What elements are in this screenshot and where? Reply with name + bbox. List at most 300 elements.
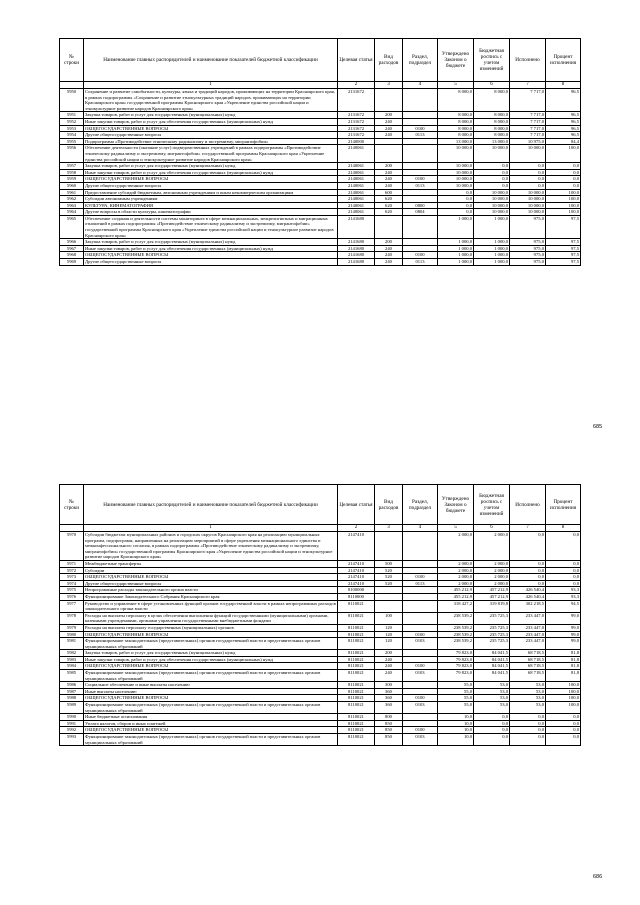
row-name: Обеспечение деятельности (оказание услуг) подведомственных учреждений в рамках подпрограммы «Противодействие этническому радикализму и экстремизму, мигрантофобии» государственной программы Красноярского края «Укрепление единства российской нации и этнокультурное развитие народов Красноярского края» xyxy=(84,145,338,163)
row-target: 2141680 xyxy=(338,252,375,259)
row-percent: 99,0 xyxy=(546,631,581,638)
row-target: 8110021 xyxy=(338,663,375,670)
row-list: 53,0 xyxy=(474,682,510,689)
row-type: 120 xyxy=(375,638,403,650)
row-section: 0100 xyxy=(403,727,438,734)
row-target: 8110021 xyxy=(338,682,375,689)
row-list: 10 000,0 xyxy=(474,189,510,196)
row-approved: 10 000,0 xyxy=(438,169,474,176)
row-number: 5962 xyxy=(60,196,84,203)
row-percent: 0,0 xyxy=(546,720,581,727)
row-section xyxy=(403,89,438,112)
row-number: 5953 xyxy=(60,125,84,132)
row-section: 0103 xyxy=(403,638,438,650)
row-section: 0804 xyxy=(403,209,438,216)
row-type: 520 xyxy=(375,580,403,587)
table-row xyxy=(60,215,581,238)
row-approved: 10,0 xyxy=(438,734,474,746)
row-executed: 0,0 xyxy=(510,560,546,567)
row-section: 0100 xyxy=(403,176,438,183)
row-name: Функционирование законодательных (представительных) органов государственной власти и представительных органов муниципальных образований xyxy=(84,638,338,650)
row-list: 235 725,3 xyxy=(474,631,510,638)
row-approved: 238 539,2 xyxy=(438,624,474,631)
row-list: 84 041,5 xyxy=(474,656,510,663)
colnum: 7 xyxy=(510,82,546,89)
row-percent: 0,0 xyxy=(546,182,581,189)
row-executed: 7 717,0 xyxy=(510,118,546,125)
col-executed-header: Исполнено xyxy=(510,39,546,82)
row-number: 5958 xyxy=(60,169,84,176)
row-name: Функционирование Законодательного Собрания Красноярского края xyxy=(84,593,338,600)
colnum: 2 xyxy=(338,82,375,89)
row-section xyxy=(403,196,438,203)
table-row xyxy=(60,176,581,183)
row-list: 1 000,0 xyxy=(474,239,510,246)
row-section: 0100 xyxy=(403,631,438,638)
row-executed: 7 717,0 xyxy=(510,125,546,132)
row-executed: 10 000,0 xyxy=(510,145,546,163)
row-approved: 79 823,0 xyxy=(438,656,474,663)
row-target: 8110021 xyxy=(338,631,375,638)
row-executed: 0,0 xyxy=(510,714,546,721)
column-numbers xyxy=(60,525,581,532)
col-num-header: № строки xyxy=(60,485,84,525)
table-row xyxy=(60,252,581,259)
row-approved: 2 000,0 xyxy=(438,580,474,587)
row-percent: 0,0 xyxy=(546,580,581,587)
row-section: 0113 xyxy=(403,182,438,189)
row-number: 5989 xyxy=(60,702,84,714)
row-section xyxy=(403,600,438,612)
row-section xyxy=(403,587,438,594)
row-executed: 10 975,0 xyxy=(510,138,546,145)
row-percent: 81,8 xyxy=(546,663,581,670)
row-number: 5968 xyxy=(60,252,84,259)
row-name: Обеспечение создания и деятельности системы мониторинга в сфере межнациональных, межрелигиозных и миграционных отношений в рамках подпрограммы «Противодействие этническому радикализму и экстремизму, мигрантофобии» государственной программы Красноярского края «Укрепление единства российской нации и этнокультурное развитие народов Красноярского края» xyxy=(84,215,338,238)
row-list: 319 819,8 xyxy=(474,600,510,612)
row-approved: 10,0 xyxy=(438,720,474,727)
row-list: 10 000,0 xyxy=(474,202,510,209)
row-percent: 97,5 xyxy=(546,252,581,259)
row-name: Руководство и управление в сфере установленных функций органов государственной власти в рамках непрограммных расходов законодательного органа власти xyxy=(85,600,336,612)
row-approved: 455 212,9 xyxy=(438,587,474,594)
row-type: 240 xyxy=(375,118,403,125)
row-approved: 0,0 xyxy=(438,202,474,209)
row-section: 0113 xyxy=(403,259,438,266)
row-name: Функционирование законодательных (представительных) органов государственной власти и представительных органов муниципальных образований xyxy=(84,670,338,682)
row-percent: 96,5 xyxy=(546,118,581,125)
row-target: 8110021 xyxy=(338,720,375,727)
row-number: 5977 xyxy=(60,600,84,612)
page-number: 686 xyxy=(593,874,603,880)
row-executed: 0,0 xyxy=(510,532,546,561)
row-executed: 302 218,5 xyxy=(510,600,546,612)
table-row xyxy=(60,624,581,631)
row-target: 2131672 xyxy=(338,132,375,139)
row-type: 200 xyxy=(375,239,403,246)
row-section xyxy=(403,714,438,721)
row-target: 2131672 xyxy=(338,118,375,125)
row-executed: 233 447,0 xyxy=(510,612,546,624)
row-section: 0103 xyxy=(403,670,438,682)
row-percent: 81,8 xyxy=(546,670,581,682)
row-executed: 68 718,5 xyxy=(510,656,546,663)
row-target: 2141680 xyxy=(338,245,375,252)
col-num-header: № строки xyxy=(60,39,84,82)
row-percent: 99,0 xyxy=(546,638,581,650)
row-executed: 0,0 xyxy=(510,580,546,587)
table-row xyxy=(60,580,581,587)
row-number: 5965 xyxy=(60,215,84,238)
row-approved: 55,0 xyxy=(438,682,474,689)
row-number: 5978 xyxy=(60,612,84,624)
row-target: 2147410 xyxy=(338,574,375,581)
row-name: Предоставление субсидий бюджетным, автономным учреждениям и иным некоммерческим организациям xyxy=(84,189,338,196)
table-row xyxy=(60,650,581,657)
table-row xyxy=(60,720,581,727)
table-header xyxy=(60,485,581,525)
row-target: 2141680 xyxy=(338,239,375,246)
table-row xyxy=(60,169,581,176)
row-executed: 10 000,0 xyxy=(510,202,546,209)
row-approved: 10 000,0 xyxy=(438,176,474,183)
row-number: 5976 xyxy=(60,593,84,600)
row-name: Иные бюджетные ассигнования xyxy=(84,714,338,721)
row-executed: 0,0 xyxy=(510,567,546,574)
row-type: 240 xyxy=(375,125,403,132)
row-list: 457 212,9 xyxy=(474,593,510,600)
row-target: 8110021 xyxy=(338,734,375,746)
row-section: 0103 xyxy=(403,702,438,714)
row-executed: 53,0 xyxy=(510,688,546,695)
row-number: 5992 xyxy=(60,727,84,734)
row-section xyxy=(403,720,438,727)
table-row xyxy=(60,163,581,170)
row-list: 1 000,0 xyxy=(474,245,510,252)
row-approved: 1 000,0 xyxy=(438,245,474,252)
row-section: 0113 xyxy=(403,132,438,139)
row-approved: 1 000,0 xyxy=(438,215,474,238)
row-approved: 238 539,2 xyxy=(438,631,474,638)
row-approved: 2 000,0 xyxy=(438,574,474,581)
row-name: Функционирование законодательных (представительных) органов государственной власти и представительных органов муниципальных образований xyxy=(84,702,338,714)
row-percent: 99,0 xyxy=(546,612,581,624)
row-list: 2 000,0 xyxy=(474,567,510,574)
row-executed: 68 718,5 xyxy=(510,670,546,682)
row-name: Расходы на выплаты персоналу в целях обеспечения выполнения функций государственными (муниципальными) органами, казенными учреждениями, органами управления государственными внебюджетными фондами xyxy=(84,612,338,624)
col-executed-header: Исполнено xyxy=(510,485,546,525)
row-target: 2147410 xyxy=(338,560,375,567)
table-row xyxy=(60,196,581,203)
row-percent: 100,0 xyxy=(546,688,581,695)
row-section: 0100 xyxy=(403,252,438,259)
row-list: 2 000,0 xyxy=(474,532,510,561)
row-percent: 100,0 xyxy=(546,189,581,196)
table-row xyxy=(60,574,581,581)
row-executed: 233 447,0 xyxy=(510,631,546,638)
table-row xyxy=(60,702,581,714)
row-target: 2147410 xyxy=(338,567,375,574)
row-executed: 0,0 xyxy=(510,176,546,183)
row-name: Закупка товаров, работ и услуг для государственных (муниципальных) нужд xyxy=(84,163,338,170)
colnum: 3 xyxy=(375,82,403,89)
table-row xyxy=(60,714,581,721)
row-approved: 79 823,0 xyxy=(438,663,474,670)
row-number: 5975 xyxy=(60,587,84,594)
row-target: 2147410 xyxy=(338,532,375,561)
row-list: 8 000,0 xyxy=(474,89,510,112)
row-type: 850 xyxy=(375,734,403,746)
row-list: 13 000,0 xyxy=(474,138,510,145)
row-executed: 0,0 xyxy=(510,734,546,746)
table-row xyxy=(60,189,581,196)
row-section xyxy=(403,163,438,170)
row-type: 850 xyxy=(375,727,403,734)
table-row xyxy=(60,245,581,252)
table-row xyxy=(60,89,581,112)
row-number: 5964 xyxy=(60,209,84,216)
row-type: 200 xyxy=(375,112,403,119)
row-list: 0,0 xyxy=(474,176,510,183)
row-executed: 0,0 xyxy=(510,574,546,581)
page-686 xyxy=(0,452,640,905)
row-executed: 10 000,0 xyxy=(510,189,546,196)
row-list: 53,0 xyxy=(474,688,510,695)
row-percent: 96,5 xyxy=(546,112,581,119)
row-list: 235 725,3 xyxy=(474,624,510,631)
row-target: 8110021 xyxy=(338,612,375,624)
row-percent: 100,0 xyxy=(546,702,581,714)
row-approved: 2 000,0 xyxy=(438,560,474,567)
row-target: 2141680 xyxy=(338,215,375,238)
row-number: 5954 xyxy=(60,132,84,139)
row-number: 5988 xyxy=(60,695,84,702)
row-executed: 975,0 xyxy=(510,259,546,266)
table-row xyxy=(60,138,581,145)
row-list: 2 000,0 xyxy=(474,560,510,567)
row-type: 240 xyxy=(375,656,403,663)
table-row xyxy=(60,612,581,624)
row-target: 8110021 xyxy=(338,656,375,663)
row-list: 2 000,0 xyxy=(474,580,510,587)
row-type: 500 xyxy=(375,560,403,567)
table-row xyxy=(60,670,581,682)
row-list: 0,0 xyxy=(474,169,510,176)
row-target: 8110021 xyxy=(338,638,375,650)
row-percent: 97,5 xyxy=(546,239,581,246)
row-list: 84 041,5 xyxy=(474,650,510,657)
row-approved: 8 000,0 xyxy=(438,89,474,112)
row-percent: 0,0 xyxy=(546,169,581,176)
row-percent: 100,0 xyxy=(546,145,581,163)
col-name-header: Наименование главных распорядителей и наименование показателей бюджетной классификации xyxy=(84,485,338,525)
row-name: ОБЩЕГОСУДАРСТВЕННЫЕ ВОПРОСЫ xyxy=(84,176,338,183)
row-type xyxy=(375,89,403,112)
row-executed: 233 447,0 xyxy=(510,638,546,650)
row-name: Непрограммные расходы законодательного органа власти xyxy=(84,587,338,594)
row-executed: 68 718,5 xyxy=(510,663,546,670)
row-list: 8 000,0 xyxy=(474,118,510,125)
row-name: Другие общегосударственные вопросы xyxy=(84,182,338,189)
row-section xyxy=(403,624,438,631)
row-section xyxy=(403,612,438,624)
column-numbers xyxy=(60,82,581,89)
row-number: 5959 xyxy=(60,176,84,183)
table-row xyxy=(60,734,581,746)
row-section xyxy=(403,650,438,657)
row-target: 2140061 xyxy=(338,145,375,163)
row-target: 2140061 xyxy=(338,163,375,170)
col-name-header: Наименование главных распорядителей и наименование показателей бюджетной классификации xyxy=(84,39,338,82)
row-name: Сохранение и развитие самобытности, культуры, языка и традиций народов, проживающих на территории Красноярского края, в рамках подпрограммы «Сохранение и развитие этнокультурных традиций народов, проживающих на территории Красноярского края» государственной программы Красноярского края «Укрепление единства российской нации и этнокультурное развитие народов Красноярского края» xyxy=(84,89,338,112)
row-executed: 10 000,0 xyxy=(510,196,546,203)
row-executed: 426 540,4 xyxy=(510,587,546,594)
row-approved: 238 539,2 xyxy=(438,612,474,624)
row-number: 5974 xyxy=(60,580,84,587)
row-type: 240 xyxy=(375,132,403,139)
row-type: 600 xyxy=(375,189,403,196)
row-type: 240 xyxy=(375,176,403,183)
row-name: Иные выплаты населению xyxy=(84,688,338,695)
row-number: 5984 xyxy=(60,663,84,670)
row-target: 2140061 xyxy=(338,182,375,189)
row-executed: 233 447,0 xyxy=(510,624,546,631)
row-approved: 2 000,0 xyxy=(438,567,474,574)
row-percent: 100,0 xyxy=(546,682,581,689)
row-approved: 55,0 xyxy=(438,688,474,695)
colnum: 4 xyxy=(403,525,438,532)
row-section: 0100 xyxy=(403,663,438,670)
row-executed: 53,0 xyxy=(510,682,546,689)
row-approved: 8 000,0 xyxy=(438,112,474,119)
row-name: Субсидии автономным учреждениям xyxy=(84,196,338,203)
row-section xyxy=(403,112,438,119)
colnum: 5 xyxy=(438,525,474,532)
row-target: 2141680 xyxy=(338,259,375,266)
row-number: 5981 xyxy=(60,638,84,650)
row-name: Закупка товаров, работ и услуг для государственных (муниципальных) нужд xyxy=(84,650,338,657)
row-list: 53,0 xyxy=(474,702,510,714)
row-executed: 7 717,0 xyxy=(510,112,546,119)
row-type: 240 xyxy=(375,182,403,189)
table-row xyxy=(60,560,581,567)
row-target: 2140061 xyxy=(338,202,375,209)
row-name: ОБЩЕГОСУДАРСТВЕННЫЕ ВОПРОСЫ xyxy=(84,663,338,670)
row-section xyxy=(403,145,438,163)
row-type: 200 xyxy=(375,650,403,657)
row-percent: 81,8 xyxy=(546,650,581,657)
col-type-header: Вид расходов xyxy=(375,39,403,82)
table-row xyxy=(60,600,581,612)
row-number: 5985 xyxy=(60,670,84,682)
colnum: 1 xyxy=(84,525,338,532)
row-number: 5991 xyxy=(60,720,84,727)
row-type: 800 xyxy=(375,714,403,721)
row-type: 100 xyxy=(375,612,403,624)
row-number: 5979 xyxy=(60,624,84,631)
row-approved: 10,0 xyxy=(438,714,474,721)
row-list: 2 000,0 xyxy=(474,574,510,581)
row-executed: 0,0 xyxy=(510,163,546,170)
table-row xyxy=(60,209,581,216)
row-percent: 0,0 xyxy=(546,560,581,567)
row-section xyxy=(403,189,438,196)
row-target: 2140061 xyxy=(338,209,375,216)
row-number: 5990 xyxy=(60,714,84,721)
row-name: Закупка товаров, работ и услуг для государственных (муниципальных) нужд xyxy=(84,112,338,119)
col-approved-header: Утверждено Законом о бюджете xyxy=(438,39,474,82)
row-section xyxy=(403,688,438,695)
row-type: 520 xyxy=(375,567,403,574)
row-section: 0800 xyxy=(403,202,438,209)
col-target-header: Целевая статья xyxy=(338,39,375,82)
row-name: КУЛЬТУРА, КИНЕМАТОГРАФИЯ xyxy=(84,202,338,209)
row-list: 10 000,0 xyxy=(474,209,510,216)
row-name: Функционирование законодательных (представительных) органов государственной власти и представительных органов муниципальных образований xyxy=(84,734,338,746)
row-type: 620 xyxy=(375,209,403,216)
row-type: 620 xyxy=(375,196,403,203)
row-percent: 81,8 xyxy=(546,656,581,663)
table-row xyxy=(60,688,581,695)
row-name: Подпрограмма «Противодействие этническому радикализму и экстремизму, мигрантофобии» xyxy=(84,138,338,145)
row-number: 5967 xyxy=(60,245,84,252)
row-section xyxy=(403,682,438,689)
row-number: 5957 xyxy=(60,163,84,170)
row-approved: 0,0 xyxy=(438,209,474,216)
row-number: 5970 xyxy=(60,532,84,561)
colnum: 5 xyxy=(438,82,474,89)
table-row xyxy=(60,663,581,670)
colnum: 7 xyxy=(510,525,546,532)
row-type: 360 xyxy=(375,688,403,695)
row-approved: 455 212,9 xyxy=(438,593,474,600)
row-approved: 55,0 xyxy=(438,695,474,702)
row-list: 1 000,0 xyxy=(474,259,510,266)
table-row xyxy=(60,125,581,132)
row-approved: 318 427,2 xyxy=(438,600,474,612)
row-list: 84 041,5 xyxy=(474,663,510,670)
budget-table-page-685 xyxy=(59,38,581,266)
col-section-header: Раздел, подраздел xyxy=(403,485,438,525)
table-row xyxy=(60,682,581,689)
row-section: 0100 xyxy=(403,125,438,132)
row-name: Расходы на выплаты персоналу государственных (муниципальных) органов xyxy=(84,624,338,631)
row-section xyxy=(403,215,438,238)
col-type-header: Вид расходов xyxy=(375,485,403,525)
row-type: 120 xyxy=(375,624,403,631)
row-percent: 93,3 xyxy=(546,587,581,594)
row-section xyxy=(403,560,438,567)
row-target: 8110021 xyxy=(338,695,375,702)
row-number: 5973 xyxy=(60,574,84,581)
row-list: 0,0 xyxy=(474,163,510,170)
col-list-header: Бюджетная роспись с учетом изменений xyxy=(474,485,510,525)
row-number: 5960 xyxy=(60,182,84,189)
row-section xyxy=(403,593,438,600)
row-approved: 0,0 xyxy=(438,189,474,196)
row-approved: 10 000,0 xyxy=(438,163,474,170)
row-section xyxy=(403,532,438,561)
row-number: 5950 xyxy=(60,89,84,112)
row-percent: 94,5 xyxy=(546,600,581,612)
row-type xyxy=(375,138,403,145)
row-name: Социальное обеспечение и иные выплаты населению xyxy=(84,682,338,689)
row-percent: 97,5 xyxy=(546,215,581,238)
row-type: 120 xyxy=(375,631,403,638)
row-name: Другие общегосударственные вопросы xyxy=(84,580,338,587)
col-percent-header: Процент исполнения xyxy=(546,39,581,82)
row-target: 2131672 xyxy=(338,112,375,119)
